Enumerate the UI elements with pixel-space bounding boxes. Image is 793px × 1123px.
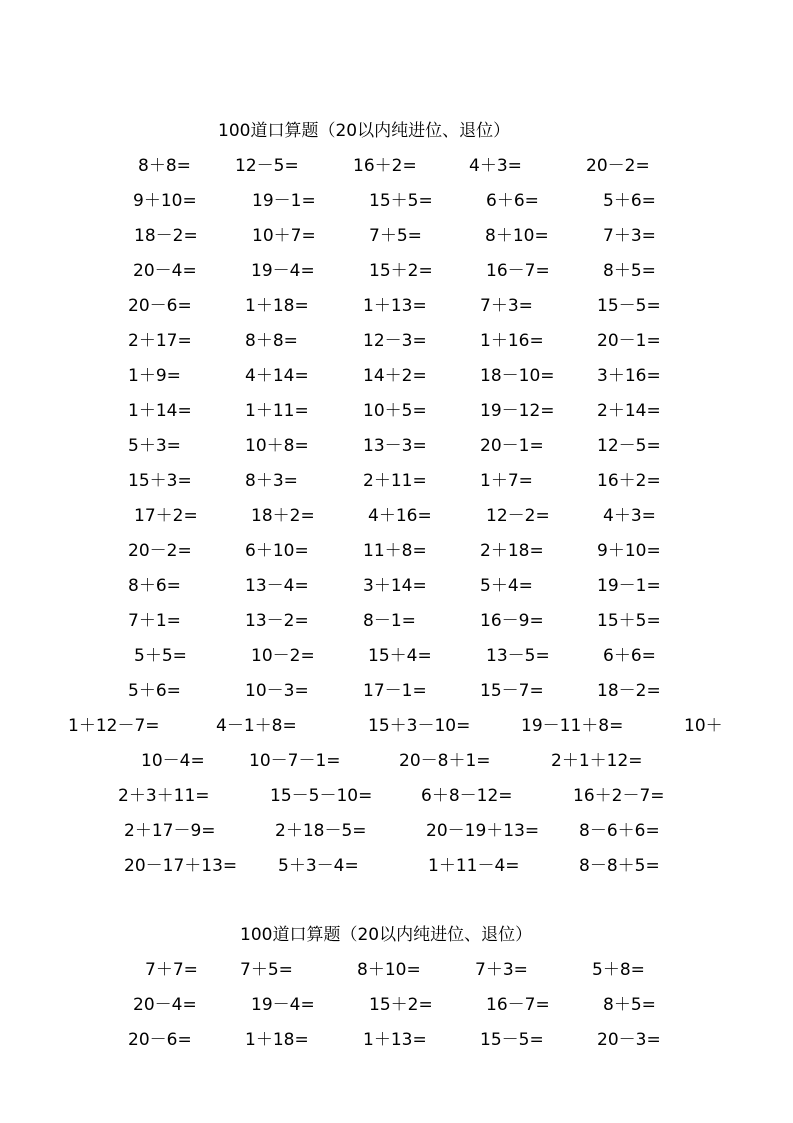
section1-title: 100道口算题（20以内纯进位、退位） <box>218 121 511 141</box>
problem: 11＋8= <box>363 541 427 561</box>
problem: 5＋8= <box>592 960 645 980</box>
problem: 20－6= <box>128 1030 192 1050</box>
problem: 16＋2= <box>597 471 661 491</box>
problem: 10－3= <box>245 681 309 701</box>
problem: 5＋4= <box>480 576 533 596</box>
problem: 15＋5= <box>597 611 661 631</box>
problem: 9＋10= <box>597 541 661 561</box>
problem: 19－1= <box>597 576 661 596</box>
problem: 1＋18= <box>245 1030 309 1050</box>
problem: 20－1= <box>597 331 661 351</box>
problem: 15＋5= <box>369 191 433 211</box>
problem: 8－6＋6= <box>579 821 660 841</box>
problem: 15＋3－10= <box>368 716 471 736</box>
problem: 16－7= <box>486 995 550 1015</box>
problem: 7＋3= <box>480 296 533 316</box>
problem: 16－9= <box>480 611 544 631</box>
problem: 4＋3= <box>469 156 522 176</box>
problem: 1＋14= <box>128 401 192 421</box>
problem: 20－8＋1= <box>399 751 491 771</box>
problem: 8＋3= <box>245 471 298 491</box>
problem: 12－5= <box>235 156 299 176</box>
problem: 2＋14= <box>597 401 661 421</box>
problem: 20－6= <box>128 296 192 316</box>
problem: 4＋3= <box>603 506 656 526</box>
problem: 6＋6= <box>603 646 656 666</box>
problem: 16＋2= <box>353 156 417 176</box>
problem: 19－4= <box>251 995 315 1015</box>
problem: 10－2= <box>251 646 315 666</box>
problem: 1＋9= <box>128 366 181 386</box>
problem: 20－17＋13= <box>124 856 238 876</box>
problem: 10＋8= <box>245 436 309 456</box>
problem: 15＋4= <box>368 646 432 666</box>
problem: 4＋16= <box>368 506 432 526</box>
problem: 2＋11= <box>363 471 427 491</box>
problem: 10＋7= <box>252 226 316 246</box>
problem: 19－12= <box>480 401 555 421</box>
problem: 3＋16= <box>597 366 661 386</box>
problem: 8＋8= <box>138 156 191 176</box>
problem: 13－5= <box>486 646 550 666</box>
problem: 8＋5= <box>603 995 656 1015</box>
problem: 13－3= <box>363 436 427 456</box>
problem: 3＋14= <box>363 576 427 596</box>
problem: 5＋5= <box>134 646 187 666</box>
problem: 18－10= <box>480 366 555 386</box>
problem: 1＋7= <box>480 471 533 491</box>
problem: 16＋2－7= <box>573 786 665 806</box>
problem: 7＋3= <box>603 226 656 246</box>
problem: 16－7= <box>486 261 550 281</box>
problem: 1＋13= <box>363 1030 427 1050</box>
problem: 14＋2= <box>363 366 427 386</box>
problem: 8－8＋5= <box>579 856 660 876</box>
problem: 17＋2= <box>134 506 198 526</box>
problem: 1＋12－7= <box>68 716 160 736</box>
problem: 20－2= <box>586 156 650 176</box>
problem: 15＋2= <box>369 261 433 281</box>
problem: 13－2= <box>245 611 309 631</box>
problem: 2＋3＋11= <box>118 786 210 806</box>
problem: 20－19＋13= <box>426 821 540 841</box>
problem: 7＋3= <box>475 960 528 980</box>
problem: 18－2= <box>597 681 661 701</box>
problem: 1＋11－4= <box>428 856 520 876</box>
problem: 5＋6= <box>603 191 656 211</box>
problem: 8＋8= <box>245 331 298 351</box>
problem: 20－2= <box>128 541 192 561</box>
problem: 1＋16= <box>480 331 544 351</box>
problem: 4－1＋8= <box>216 716 297 736</box>
problem: 1＋18= <box>245 296 309 316</box>
problem: 2＋1＋12= <box>551 751 643 771</box>
problem: 20－1= <box>480 436 544 456</box>
problem: 15－5= <box>597 296 661 316</box>
problem: 1＋13= <box>363 296 427 316</box>
problem: 19－11＋8= <box>521 716 624 736</box>
problem: 7＋7= <box>145 960 198 980</box>
problem: 15－7= <box>480 681 544 701</box>
problem: 19－4= <box>251 261 315 281</box>
problem: 8＋5= <box>603 261 656 281</box>
problem: 19－1= <box>252 191 316 211</box>
problem: 8－1= <box>363 611 416 631</box>
problem: 15－5－10= <box>270 786 373 806</box>
problem: 8＋6= <box>128 576 181 596</box>
problem: 12－5= <box>597 436 661 456</box>
problem: 10＋5= <box>363 401 427 421</box>
problem: 20－4= <box>133 261 197 281</box>
problem: 8＋10= <box>357 960 421 980</box>
problem: 12－3= <box>363 331 427 351</box>
problem: 6＋8－12= <box>421 786 513 806</box>
problem: 18＋2= <box>251 506 315 526</box>
problem: 7＋5= <box>240 960 293 980</box>
problem: 12－2= <box>486 506 550 526</box>
problem: 15＋2= <box>369 995 433 1015</box>
problem: 20－4= <box>133 995 197 1015</box>
problem: 20－3= <box>597 1030 661 1050</box>
problem: 10－4= <box>141 751 205 771</box>
problem: 7＋5= <box>369 226 422 246</box>
problem: 2＋18= <box>480 541 544 561</box>
problem: 10＋ <box>684 716 723 736</box>
problem: 18－2= <box>134 226 198 246</box>
problem: 15－5= <box>480 1030 544 1050</box>
problem: 6＋10= <box>245 541 309 561</box>
problem: 6＋6= <box>486 191 539 211</box>
problem: 17－1= <box>363 681 427 701</box>
problem: 13－4= <box>245 576 309 596</box>
problem: 2＋18－5= <box>275 821 367 841</box>
problem: 5＋6= <box>128 681 181 701</box>
problem: 10－7－1= <box>249 751 341 771</box>
section2-title: 100道口算题（20以内纯进位、退位） <box>240 925 533 945</box>
problem: 2＋17= <box>128 331 192 351</box>
problem: 15＋3= <box>128 471 192 491</box>
problem: 1＋11= <box>245 401 309 421</box>
problem: 5＋3－4= <box>278 856 359 876</box>
problem: 7＋1= <box>128 611 181 631</box>
problem: 4＋14= <box>245 366 309 386</box>
problem: 8＋10= <box>485 226 549 246</box>
problem: 9＋10= <box>133 191 197 211</box>
problem: 5＋3= <box>128 436 181 456</box>
problem: 2＋17－9= <box>124 821 216 841</box>
